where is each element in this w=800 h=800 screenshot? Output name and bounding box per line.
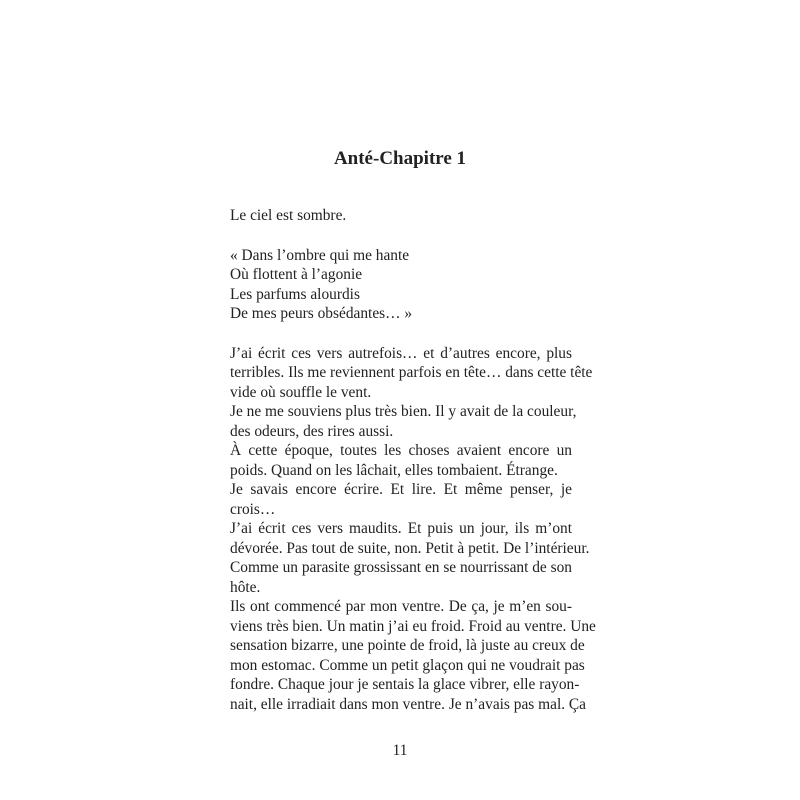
text-line: Je ne me souviens plus très bien. Il y avait de la couleur,: [230, 403, 577, 420]
paragraph: [230, 344, 593, 403]
opening-line: Le ciel est sombre.: [230, 207, 347, 224]
text-line: sensation bizarre, une pointe de froid, là juste au creux de: [230, 637, 585, 654]
text-line: Ils ont commencé par mon ventre. De ça, je m’en sou-: [230, 598, 572, 615]
chapter-body: [230, 206, 596, 714]
text-line: mon estomac. Comme un petit glaçon qui ne voudrait pas: [230, 656, 585, 674]
text-line: nait, elle irradiait dans mon ventre. Je n’avais pas mal. Ça: [230, 695, 587, 713]
text-line: vide où souffle le vent.: [230, 383, 372, 401]
text-line: des odeurs, des rires aussi.: [230, 422, 394, 440]
poem-stanza: [230, 246, 572, 324]
text-line: À cette époque, toutes les choses avaient encore un: [230, 442, 572, 459]
text-line: poids. Quand on les lâchait, elles tombaient. Étrange.: [230, 461, 558, 479]
chapter-title: Anté-Chapitre 1: [333, 148, 467, 169]
text-line: J’ai écrit ces vers maudits. Et puis un jour, ils m’ont: [230, 520, 572, 537]
text-line: Comme un parasite grossissant en se nourrissant de son: [230, 559, 572, 576]
page-number: 11: [392, 742, 408, 759]
paragraph: [230, 597, 596, 714]
poem-line: « Dans l’ombre qui me hante: [230, 246, 410, 264]
text-line: Je savais encore écrire. Et lire. Et même penser, je: [230, 481, 572, 498]
poem-line: Les parfums alourdis: [230, 285, 360, 303]
text-line: dévorée. Pas tout de suite, non. Petit à petit. De l’intérieur.: [230, 539, 590, 557]
poem-line: De mes peurs obsédantes… »: [230, 305, 413, 322]
text-line: terribles. Ils me reviennent parfois en tête… dans cette tête: [230, 364, 593, 381]
paragraph: [230, 441, 572, 480]
prose-section: [230, 344, 596, 715]
paragraph: [230, 480, 572, 519]
poem-line: Où flottent à l’agonie: [230, 266, 363, 283]
text-line: J’ai écrit ces vers autrefois… et d’autres encore, plus: [230, 344, 572, 362]
text-line: hôte.: [230, 578, 261, 596]
text-line: crois…: [230, 500, 276, 518]
text-line: viens très bien. Un matin j’ai eu froid. Froid au ventre. Une: [230, 617, 596, 635]
paragraph: [230, 519, 590, 597]
paragraph: [230, 402, 577, 441]
text-line: fondre. Chaque jour je sentais la glace vibrer, elle rayon-: [230, 676, 580, 693]
